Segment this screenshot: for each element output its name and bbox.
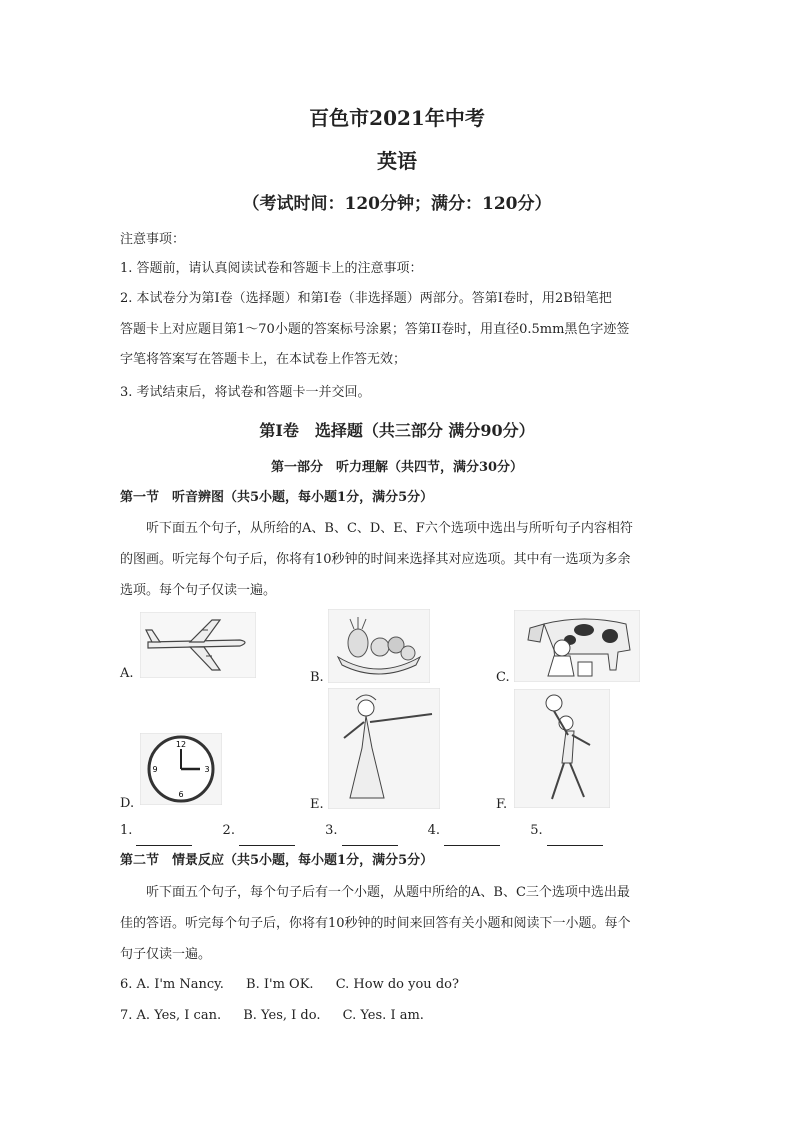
airplane-picture-icon bbox=[140, 612, 256, 678]
question-6-option-b[interactable]: B. I'm OK. bbox=[246, 977, 314, 992]
section-title: 第Ⅰ卷 选择题（共三部分 满分90分） bbox=[259, 421, 535, 440]
sec2-instr-line-1: 听下面五个句子，每个句子后有一个小题，从题中所给的A、B、C三个选项中选出最 bbox=[146, 885, 630, 900]
svg-text:12: 12 bbox=[175, 740, 187, 749]
clock-picture-icon bbox=[140, 733, 222, 805]
answer-blank-3[interactable] bbox=[325, 823, 397, 838]
answer-blank-5-label: 5. bbox=[530, 823, 543, 838]
notice-item-3: 3. 考试结束后，将试卷和答题卡一并交回。 bbox=[120, 385, 371, 400]
sec2-instr-line-2: 佳的答语。听完每个句子后，你将有10秒钟的时间来回答有关小题和阅读下一小题。每个 bbox=[120, 916, 631, 931]
notice-item-2-line-3: 字笔将答案写在答题卡上，在本试卷上作答无效； bbox=[120, 352, 407, 367]
sec2-instr-line-3: 句子仅读一遍。 bbox=[120, 947, 212, 962]
exam-subject: 英语 bbox=[377, 149, 417, 173]
svg-text:3: 3 bbox=[204, 765, 210, 774]
part-title: 第一部分 听力理解（共四节，满分30分） bbox=[270, 460, 524, 475]
answer-blank-4-label: 4. bbox=[427, 823, 441, 838]
picture-b-letter: B. bbox=[310, 670, 324, 685]
answer-blank-2[interactable] bbox=[223, 823, 295, 838]
question-7-number: 7. bbox=[120, 1008, 133, 1023]
sec1-heading: 第一节 听音辨图（共5小题，每小题1分，满分5分） bbox=[120, 490, 434, 505]
question-6-option-a[interactable]: A. I'm Nancy. bbox=[136, 977, 224, 992]
milking-cow-picture-icon bbox=[514, 610, 640, 682]
picture-e-letter: E. bbox=[310, 797, 324, 812]
question-6-number: 6. bbox=[120, 977, 133, 992]
question-7 bbox=[120, 1001, 680, 1031]
notice-item-2-line-2: 答题卡上对应题目第1～70小题的答案标号涂累；答第II卷时，用直径0.5mm黑色字迹签 bbox=[120, 322, 630, 337]
notice-item-1: 1. 答题前，请认真阅读试卷和答题卡上的注意事项： bbox=[120, 261, 423, 276]
sec2-heading: 第二节 情景反应（共5小题，每小题1分，满分5分） bbox=[120, 853, 434, 868]
dancer-picture-icon bbox=[328, 688, 440, 809]
picture-a-letter: A. bbox=[120, 666, 134, 681]
answer-blank-5[interactable] bbox=[530, 823, 602, 838]
answer-blank-2-label: 2. bbox=[222, 823, 235, 838]
question-7-option-b[interactable]: B. Yes, I do. bbox=[243, 1008, 321, 1023]
question-7-option-c[interactable]: C. Yes. I am. bbox=[342, 1008, 424, 1023]
question-6-option-c[interactable]: C. How do you do? bbox=[335, 977, 459, 992]
exam-info: （考试时间：120分钟；满分：120分） bbox=[242, 194, 552, 214]
volleyball-picture-icon bbox=[514, 689, 610, 808]
answer-blank-1[interactable] bbox=[120, 823, 192, 838]
answer-blank-4[interactable] bbox=[428, 823, 500, 838]
notice-heading: 注意事项： bbox=[120, 232, 186, 247]
question-7-option-a[interactable]: A. Yes, I can. bbox=[136, 1008, 222, 1023]
answer-blanks bbox=[120, 816, 680, 846]
fruit-basket-picture-icon bbox=[328, 609, 430, 683]
sec1-instr-line-1: 听下面五个句子，从所给的A、B、C、D、E、F六个选项中选出与所听句子内容相符 bbox=[146, 521, 633, 536]
sec1-instr-line-2: 的图画。听完每个句子后，你将有10秒钟的时间来选择其对应选项。其中有一选项为多余 bbox=[120, 552, 631, 567]
question-6 bbox=[120, 970, 680, 1000]
sec1-instr-line-3: 选项。每个句子仅读一遍。 bbox=[120, 583, 277, 598]
svg-text:9: 9 bbox=[152, 765, 158, 774]
notice-item-2-line-1: 2. 本试卷分为第Ⅰ卷（选择题）和第Ⅰ卷（非选择题）两部分。答第Ⅰ卷时，用2B铅笔把 bbox=[120, 291, 612, 306]
svg-text:6: 6 bbox=[178, 790, 184, 799]
picture-f-letter: F. bbox=[496, 797, 508, 812]
answer-blank-3-label: 3. bbox=[325, 823, 338, 838]
picture-d-letter: D. bbox=[120, 796, 135, 811]
picture-c-letter: C. bbox=[496, 670, 510, 685]
exam-title: 百色市2021年中考 bbox=[309, 106, 485, 130]
answer-blank-1-label: 1. bbox=[120, 823, 133, 838]
